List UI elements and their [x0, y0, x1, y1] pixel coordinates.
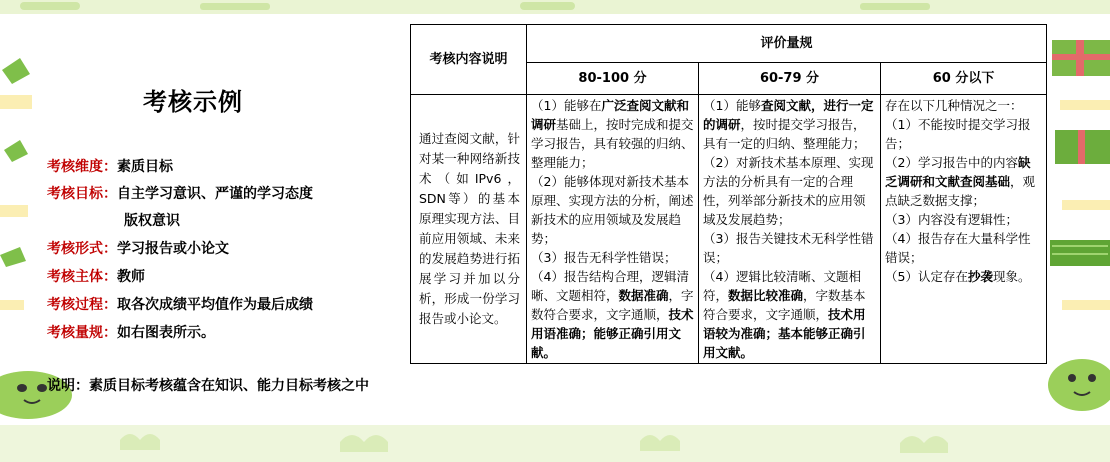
info-rubric: 考核量规：如右图表所示。: [47, 325, 215, 341]
info-target: 考核目标：自主学习意识、严谨的学习态度: [47, 186, 313, 202]
c-intro: 存在以下几种情况之一：: [885, 98, 1023, 113]
header-rubric: 评价量规: [527, 25, 1047, 63]
a-item-1: （1）能够在广泛查阅文献和调研基础上，按时完成和提交学习报告，具有较强的归纳、整理能力；: [531, 98, 694, 170]
rubric-table: [410, 24, 1047, 364]
cell-60-79: [699, 95, 881, 364]
left-panel: [0, 0, 405, 462]
b-item-1: （1）能够查阅文献，进行一定的调研，按时提交学习报告，具有一定的归纳、整理能力；: [703, 98, 874, 151]
a-item-4: （4）报告结构合理，逻辑清晰、文题相符，数据准确，字数符合要求，文字通顺，技术用语准确；能够正确引用文献。: [531, 269, 694, 360]
page-title: 考核示例: [143, 88, 243, 116]
c-item-3: （3）内容没有逻辑性；: [885, 212, 1018, 227]
cell-80-100: [527, 95, 699, 364]
cell-below-60: [881, 95, 1047, 364]
c-item-2: （2）学习报告中的内容缺乏调研和文献查阅基础，观点缺乏数据支撑；: [885, 155, 1036, 208]
b-item-2: （2）对新技术基本原理、实现方法的分析具有一定的合理性，列举部分新技术的应用领域及发展趋势；: [703, 155, 874, 227]
b-item-4: （4）逻辑比较清晰、文题相符，数据比较准确，字数基本符合要求，文字通顺，技术用语较为准确；基本能够正确引用文献。: [703, 269, 866, 360]
header-80-100: 80-100 分: [527, 63, 699, 95]
header-below-60: 60 分以下: [881, 63, 1047, 95]
a-item-3: （3）报告无科学性错误；: [531, 250, 677, 265]
info-form: 考核形式：学习报告或小论文: [47, 241, 229, 257]
c-item-1: （1）不能按时提交学习报告；: [885, 117, 1031, 151]
info-dimension: 考核维度：素质目标: [47, 159, 173, 175]
info-subject: 考核主体：教师: [47, 269, 145, 285]
content-description: 通过查阅文献，针对某一种网络新技术（如IPv6，SDN等）的基本原理实现方法、目前应用领域、未来的发展趋势进行拓展学习并加以分析，形成一份学习报告或小论文。: [411, 95, 527, 364]
info-process: 考核过程：取各次成绩平均值作为最后成绩: [47, 297, 313, 313]
c-item-5: （5）认定存在抄袭现象。: [885, 269, 1031, 284]
header-60-79: 60-79 分: [699, 63, 881, 95]
note-text: 说明：素质目标考核蕴含在知识、能力目标考核之中: [47, 378, 369, 394]
b-item-3: （3）报告关键技术无科学性错误；: [703, 231, 874, 265]
header-content: 考核内容说明: [411, 25, 527, 95]
info-target-cont: 版权意识: [124, 213, 180, 229]
a-item-2: （2）能够体现对新技术基本原理、实现方法的分析，阐述新技术的应用领域及发展趋势；: [531, 174, 694, 246]
c-item-4: （4）报告存在大量科学性错误；: [885, 231, 1031, 265]
